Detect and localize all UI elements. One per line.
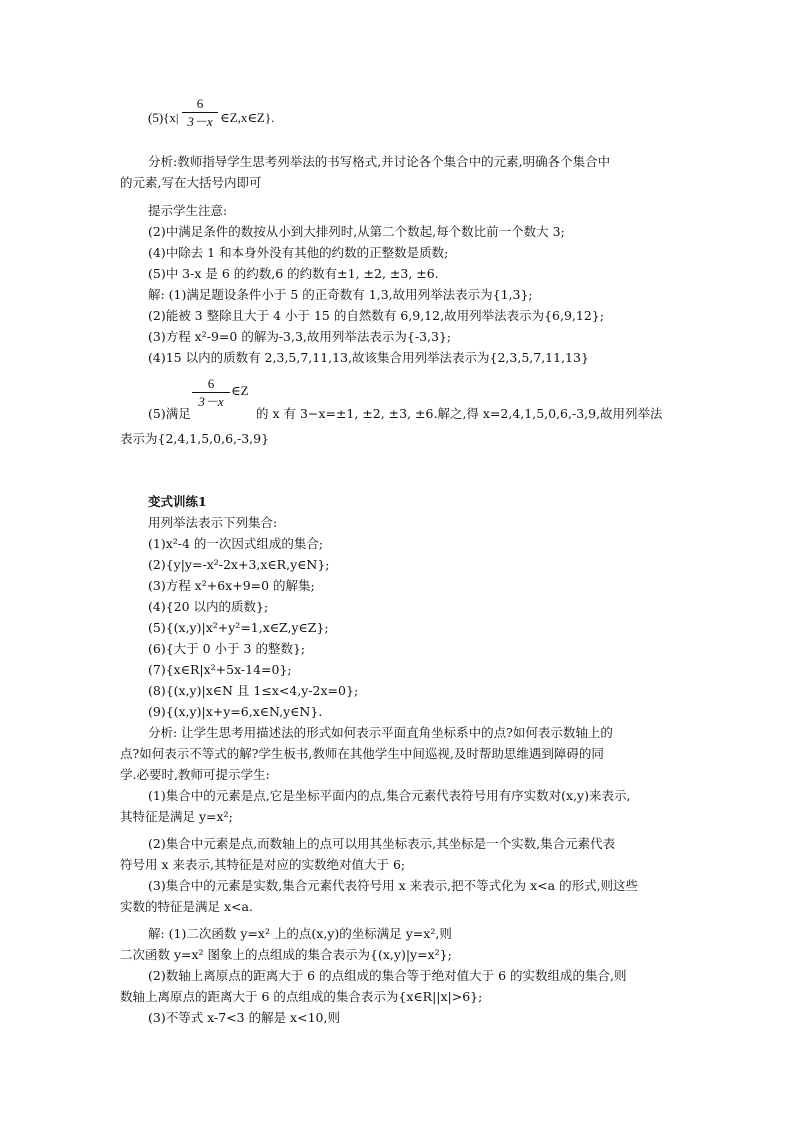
variant-item: (3)方程 x²+6x+9=0 的解集; <box>148 578 315 593</box>
analysis1-line: (2)中满足条件的数按从小到大排列时,从第二个数起,每个数比前一个数大 3; <box>148 224 565 239</box>
variant-item: (7){x∈R|x²+5x-14=0}; <box>148 662 292 677</box>
analysis2-line: 分析: 让学生思考用描述法的形式如何表示平面直角坐标系中的点?如何表示数轴上的 <box>148 725 613 740</box>
item5-fraction <box>192 376 230 409</box>
solution1-line: (3)方程 x²-9=0 的解为-3,3,故用列举法表示为{-3,3}; <box>148 329 452 344</box>
solution1-line: 解: (1)满足题设条件小于 5 的正奇数有 1,3,故用列举法表示为{1,3}; <box>148 287 533 302</box>
fraction-bar <box>182 112 218 113</box>
analysis1-line: 的元素,写在大括号内即可 <box>120 175 262 190</box>
analysis2-line: 实数的特征是满足 x<a. <box>120 899 253 914</box>
solution2-line: 二次函数 y=x² 图象上的点组成的集合表示为{(x,y)|y=x²}; <box>120 947 452 962</box>
analysis1-line: (4)中除去 1 和本身外没有其他的约数的正整数是质数; <box>148 245 449 260</box>
fraction-bar <box>192 392 230 393</box>
analysis1-line: 分析:教师指导学生思考列举法的书写格式,并讨论各个集合中的元素,明确各个集合中 <box>148 154 611 169</box>
solution1-line: (4)15 以内的质数有 2,3,5,7,11,13,故该集合用列举法表示为{2,3,5,7,11,13} <box>148 350 589 365</box>
variant-item: (5){(x,y)|x²+y²=1,x∈Z,y∈Z}; <box>148 620 329 635</box>
analysis1-line: 提示学生注意: <box>148 203 228 218</box>
fraction-denominator: 3－x <box>198 394 224 409</box>
analysis2-line: (2)集合中元素是点,而数轴上的点可以用其坐标表示,其坐标是一个实数,集合元素代表 <box>148 836 616 851</box>
variant-item: (4){20 以内的质数}; <box>148 599 269 614</box>
item5-fraction-suffix: ∈Z <box>231 383 249 398</box>
variant-item: (1)x²-4 的一次因式组成的集合; <box>148 536 324 551</box>
item5-text: 的 x 有 3−x=±1, ±2, ±3, ±6.解之,得 x=2,4,1,5,0,6,-3,9,故用列举法 <box>256 406 663 421</box>
solution2-line: 解: (1)二次函数 y=x² 上的点(x,y)的坐标满足 y=x²,则 <box>148 926 452 941</box>
top-item-prefix: (5){x| <box>148 110 179 125</box>
top-item-suffix: ∈Z,x∈Z}. <box>220 110 275 125</box>
variant-item: (8){(x,y)|x∈N 且 1≤x<4,y-2x=0}; <box>148 683 359 698</box>
analysis2-line: (1)集合中的元素是点,它是坐标平面内的点,集合元素代表符号用有序实数对(x,y)来表示, <box>148 788 631 803</box>
item5-continuation: 表示为{2,4,1,5,0,6,-3,9} <box>120 431 270 446</box>
fraction-numerator: 6 <box>207 376 215 391</box>
analysis1-line: (5)中 3-x 是 6 的约数,6 的约数有±1, ±2, ±3, ±6. <box>148 266 439 281</box>
solution2-line: 数轴上离原点的距离大于 6 的点组成的集合表示为{x∈R||x|>6}; <box>120 989 483 1004</box>
analysis2-line: 点?如何表示不等式的解?学生板书,教师在其他学生中间巡视,及时帮助思维遇到障碍的同 <box>120 746 604 761</box>
fraction-denominator: 3－x <box>187 114 213 129</box>
variant-item: (6){大于 0 小于 3 的整数}; <box>148 641 306 656</box>
top-item-fraction <box>182 96 218 129</box>
variant-item: (9){(x,y)|x+y=6,x∈N,y∈N}. <box>148 704 323 719</box>
solution2-line: (3)不等式 x-7<3 的解是 x<10,则 <box>148 1010 340 1025</box>
variant-title: 变式训练1 <box>148 494 207 509</box>
analysis2-line: 符号用 x 来表示,其特征是对应的实数绝对值大于 6; <box>120 857 406 872</box>
variant-item: (2){y|y=-x²-2x+3,x∈R,y∈N}; <box>148 557 330 572</box>
analysis2-line: 学.必要时,教师可提示学生: <box>120 767 270 782</box>
solution2-line: (2)数轴上离原点的距离大于 6 的点组成的集合等于绝对值大于 6 的实数组成的集合,则 <box>148 968 627 983</box>
solution1-line: (2)能被 3 整除且大于 4 小于 15 的自然数有 6,9,12,故用列举法表示为{6,9,12}; <box>148 308 604 323</box>
fraction-numerator: 6 <box>196 96 204 111</box>
item5-prefix: (5)满足 <box>148 406 191 421</box>
analysis2-line: 其特征是满足 y=x²; <box>120 809 233 824</box>
variant-intro: 用列举法表示下列集合: <box>148 515 278 530</box>
analysis2-line: (3)集合中的元素是实数,集合元素代表符号用 x 来表示,把不等式化为 x<a 的形式,则这些 <box>148 878 639 893</box>
